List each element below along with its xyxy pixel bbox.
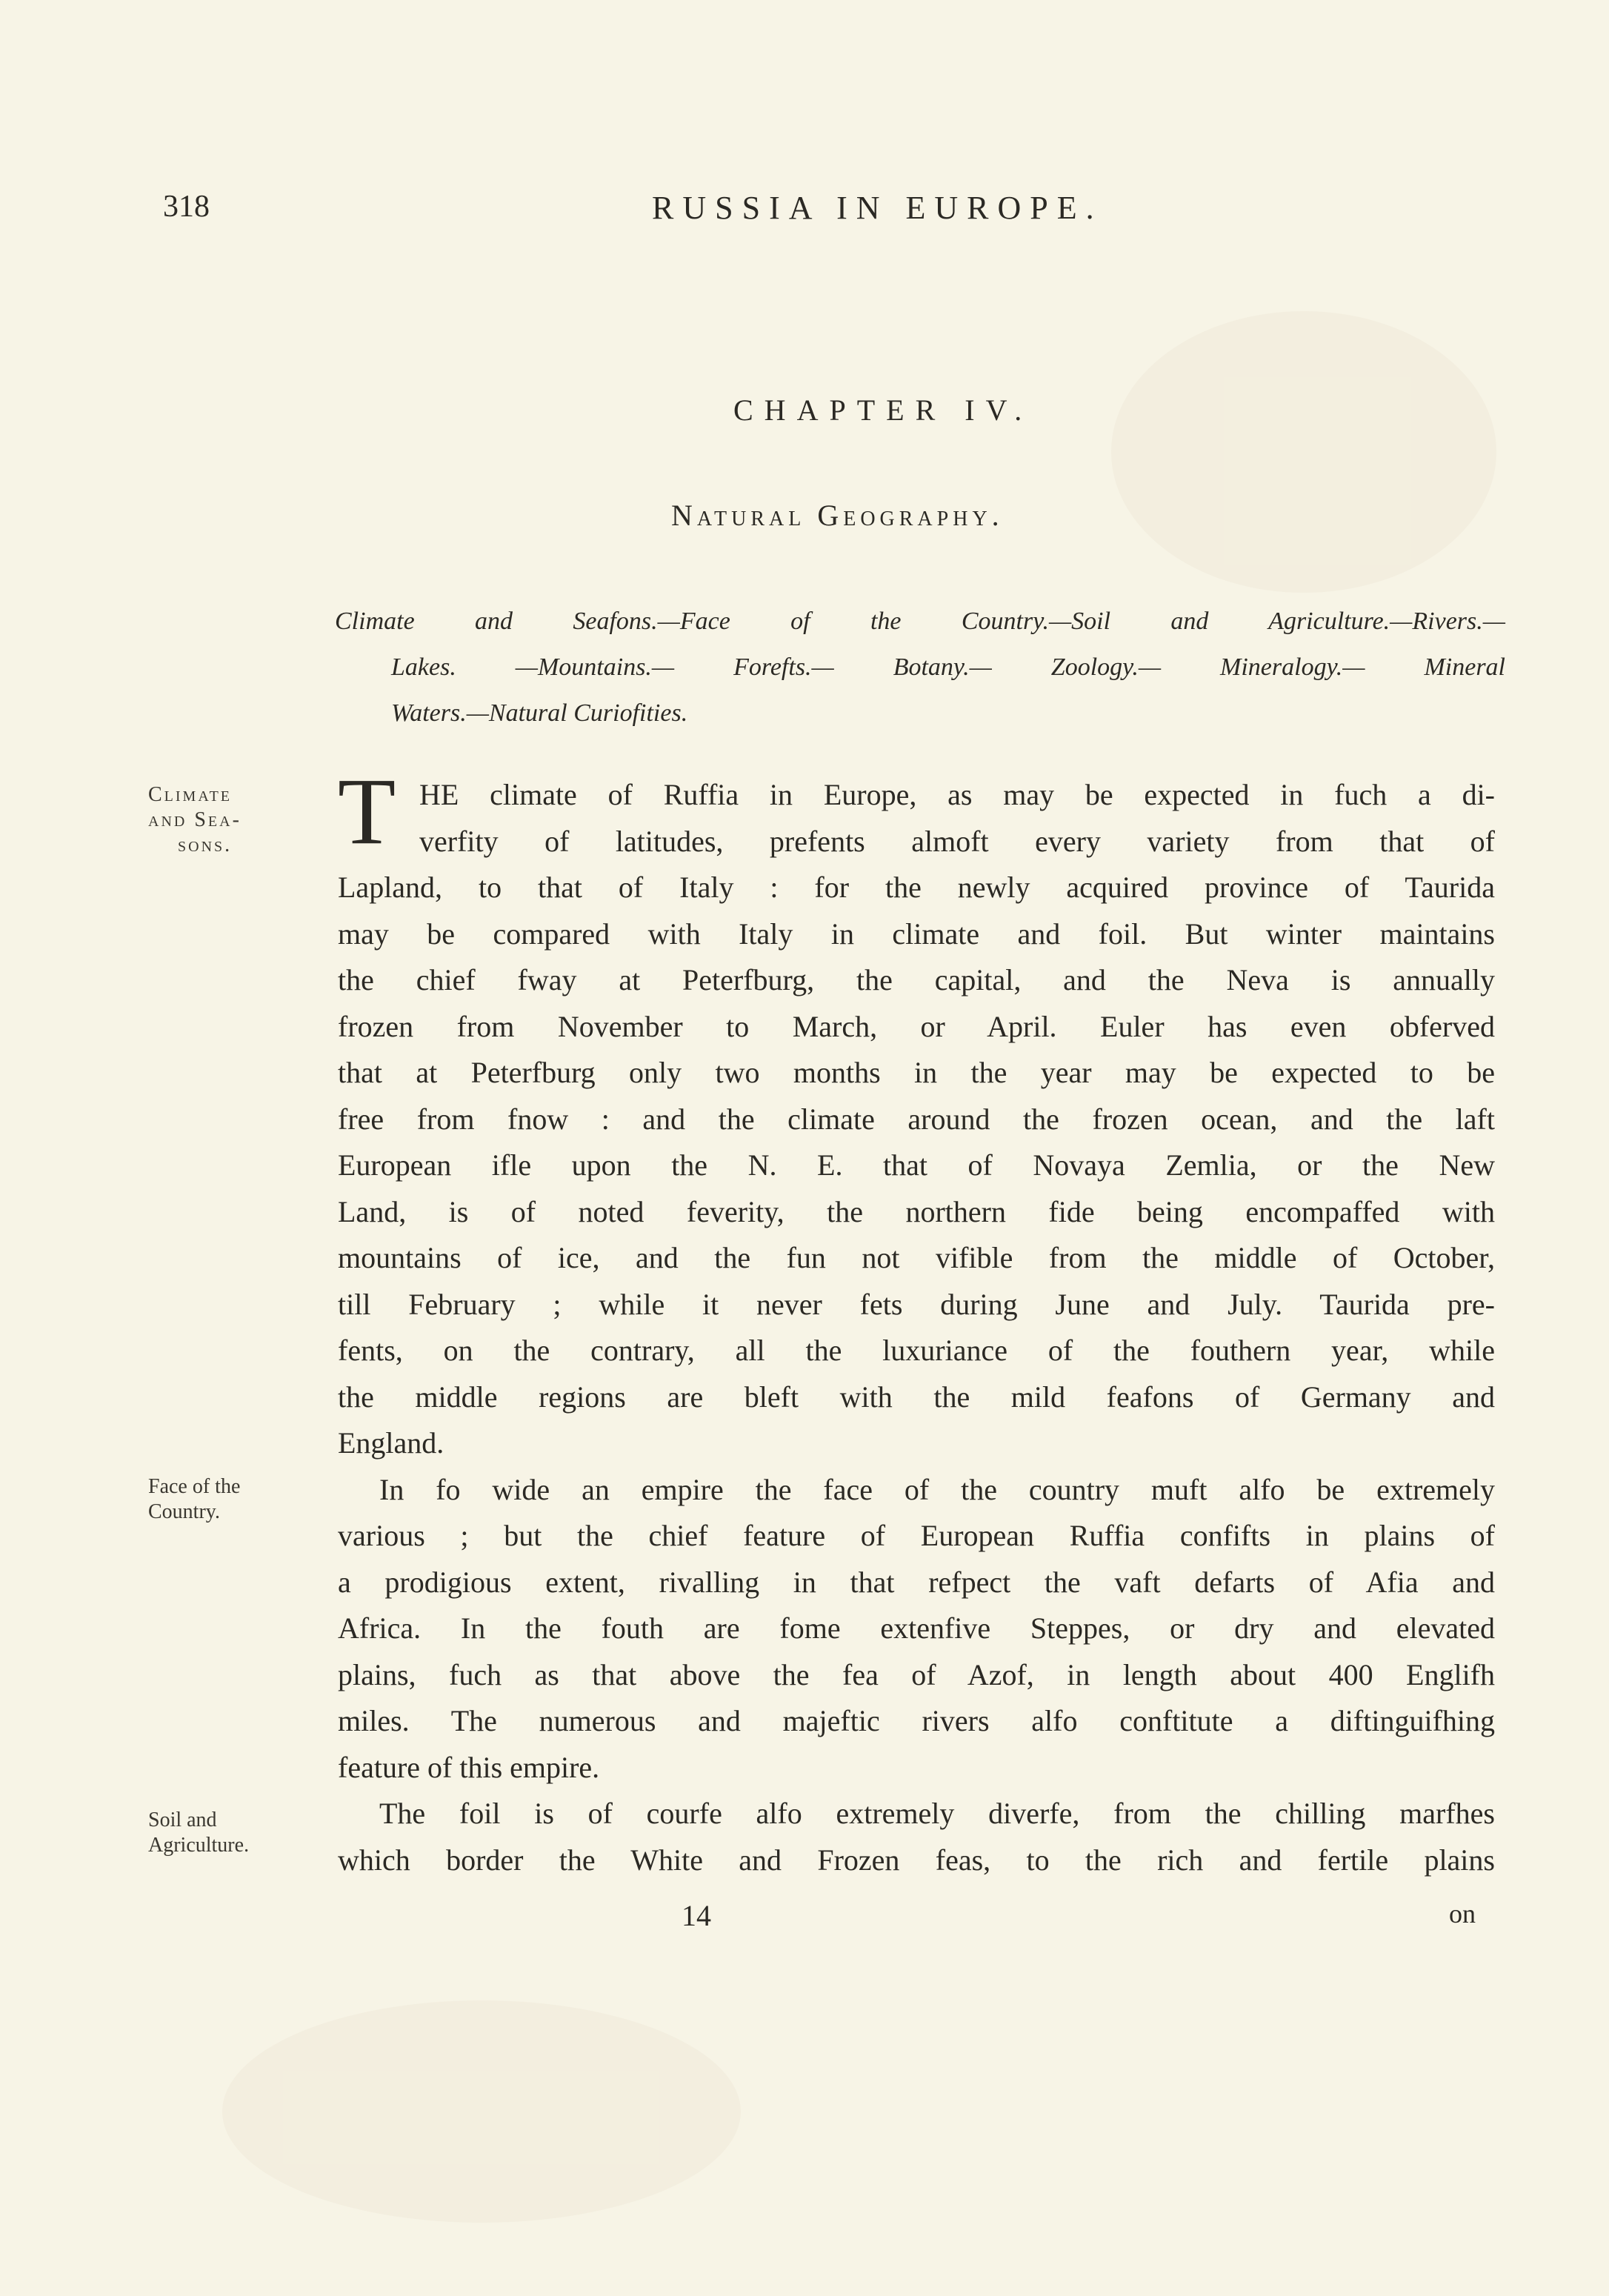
text-line: European ifle upon the N. E. that of Novaya Zemlia, or the New xyxy=(338,1148,1495,1182)
text-line: miles. The numerous and majeftic rivers alfo conftitute a diftinguifhing xyxy=(338,1704,1495,1737)
text-line: a prodigious extent, rivalling in that refpect the vaft defarts of Afia and xyxy=(338,1565,1495,1599)
body-text xyxy=(338,759,1495,1883)
text-line: Lapland, to that of Italy : for the newly acquired province of Taurida xyxy=(338,871,1495,904)
drop-cap: T xyxy=(338,759,396,864)
page-header xyxy=(163,189,1461,233)
chapter-heading: CHAPTER IV. xyxy=(733,393,1033,427)
margin-note-line: Agriculture. xyxy=(148,1834,250,1857)
text-line: In fo wide an empire the face of the country muft alfo be extremely xyxy=(379,1472,1495,1506)
text-line: England. xyxy=(338,1426,444,1460)
margin-note-line: Face of the xyxy=(148,1475,241,1498)
text-line: free from fnow : and the climate around the frozen ocean, and the laft xyxy=(338,1102,1495,1136)
summary-line: Climate and Seafons.—Face of the Country.—Soil and Agriculture.—Rivers.— xyxy=(335,608,1505,635)
running-head: RUSSIA IN EUROPE. xyxy=(652,190,1103,226)
text-line: may be compared with Italy in climate and foil. But winter maintains xyxy=(338,916,1495,951)
text-line: Land, is of noted feverity, the northern fide being encompaffed with xyxy=(338,1194,1495,1228)
margin-note-line: and Sea- xyxy=(148,808,241,831)
paragraph-soil xyxy=(338,1791,1495,1883)
page-number: 318 xyxy=(163,190,210,224)
text-line: plains, fuch as that above the fea of Azof, in length about 400 Englifh xyxy=(338,1657,1495,1691)
summary-line: Lakes. —Mountains.— Forefts.— Botany.— Zoology.— Mineralogy.— Mineral xyxy=(391,653,1505,681)
margin-note-line: sons. xyxy=(178,833,233,856)
section-title: Natural Geography. xyxy=(671,499,1004,532)
text-line: The foil is of courfe alfo extremely diverfe, from the chilling marfhes xyxy=(379,1797,1495,1830)
catchword: on xyxy=(1449,1899,1476,1929)
paper-stain xyxy=(1111,311,1496,593)
margin-note-climate xyxy=(148,782,241,858)
paragraph-face xyxy=(338,1467,1495,1791)
margin-note-line: Country. xyxy=(148,1500,220,1523)
text-line: feature of this empire. xyxy=(338,1750,600,1784)
chapter-summary xyxy=(335,599,1505,736)
text-line: that at Peterfburg only two months in the year may be expected to be xyxy=(338,1056,1495,1089)
margin-note-face xyxy=(148,1474,240,1525)
margin-note-line: Climate xyxy=(148,783,232,806)
text-line: the middle regions are bleft with the mild feafons of Germany and xyxy=(338,1380,1495,1414)
text-line: Africa. In the fouth are fome extenfive Steppes, or dry and elevated xyxy=(338,1611,1495,1645)
text-line: HE climate of Ruffia in Europe, as may be expected in fuch a di- xyxy=(419,778,1495,811)
text-line: various ; but the chief feature of European Ruffia confifts in plains of xyxy=(338,1519,1495,1552)
paragraph-climate xyxy=(338,759,1495,1467)
margin-note-line: Soil and xyxy=(148,1808,217,1831)
text-line: the chief fway at Peterfburg, the capital, and the Neva is annually xyxy=(338,963,1495,996)
signature-mark: 14 xyxy=(682,1899,711,1932)
paper-stain xyxy=(222,2000,741,2223)
summary-line: Waters.—Natural Curiofities. xyxy=(391,699,688,727)
margin-note-soil xyxy=(148,1808,249,1858)
text-line: frozen from November to March, or April. Euler has even obferved xyxy=(338,1009,1495,1043)
text-line: fents, on the contrary, all the luxuriance of the fouthern year, while xyxy=(338,1334,1495,1367)
text-line: till February ; while it never fets during June and July. Taurida pre- xyxy=(338,1287,1495,1321)
text-line: verfity of latitudes, prefents almoft every variety from that of xyxy=(419,824,1495,858)
text-line: mountains of ice, and the fun not vifible from the middle of October, xyxy=(338,1241,1495,1274)
text-line: which border the White and Frozen feas, to the rich and fertile plains xyxy=(338,1843,1495,1877)
